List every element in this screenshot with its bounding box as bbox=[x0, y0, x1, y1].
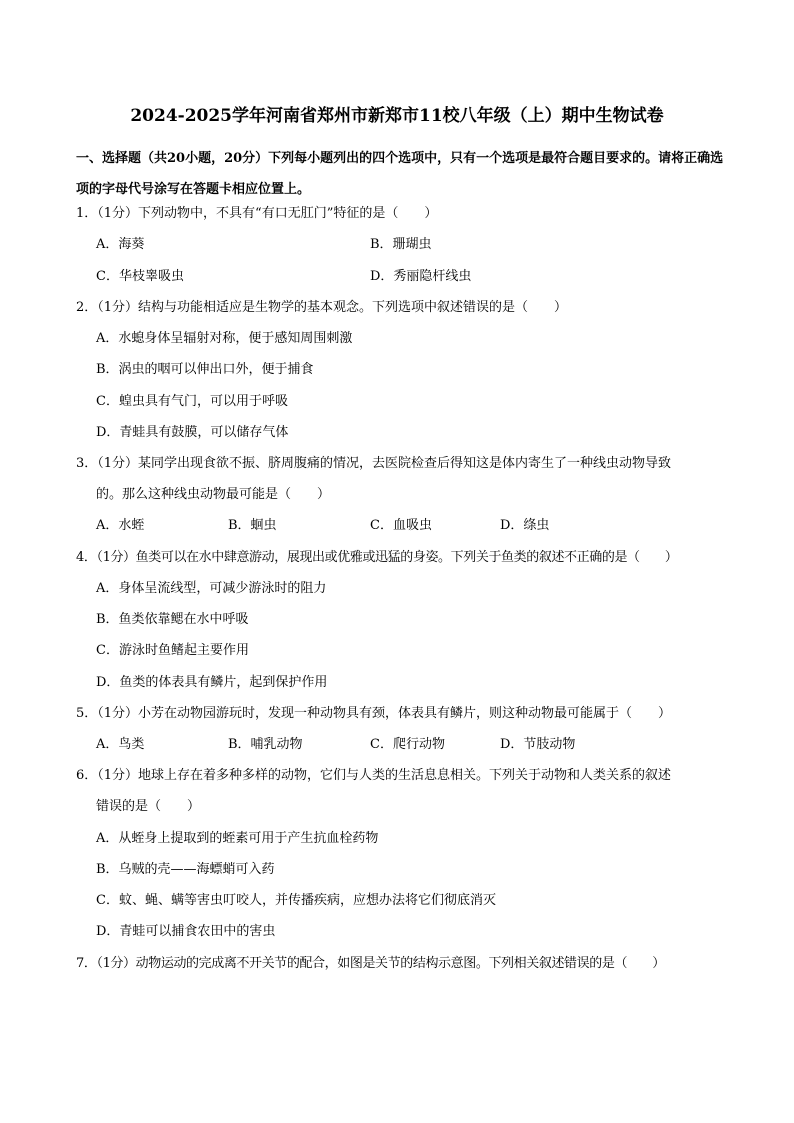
question-1-option-d[interactable]: D．秀丽隐杆线虫 bbox=[370, 269, 472, 284]
question-5-option-b[interactable]: B．哺乳动物 bbox=[228, 737, 303, 752]
question-4-option-d[interactable]: D．鱼类的体表具有鳞片，起到保护作用 bbox=[96, 675, 328, 690]
question-4-option-c[interactable]: C．游泳时鱼鳍起主要作用 bbox=[96, 643, 249, 658]
question-2-option-b[interactable]: B．涡虫的咽可以伸出口外，便于捕食 bbox=[96, 362, 314, 377]
question-1-option-c[interactable]: C．华枝睾吸虫 bbox=[96, 269, 184, 284]
question-2-option-d[interactable]: D．青蛙具有鼓膜，可以储存气体 bbox=[96, 425, 289, 440]
question-1-option-b[interactable]: B．珊瑚虫 bbox=[370, 237, 432, 252]
question-3-stem: 3．（1分）某同学出现食欲不振、脐周腹痛的情况，去医院检查后得知这是体内寄生了一种线虫动物导致 bbox=[76, 456, 672, 471]
question-5-option-d[interactable]: D．节肢动物 bbox=[500, 737, 576, 752]
exam-title: 2024-2025学年河南省郑州市新郑市11校八年级（上）期中生物试卷 bbox=[130, 106, 664, 126]
question-6-option-d[interactable]: D．青蛙可以捕食农田中的害虫 bbox=[96, 924, 276, 939]
question-3-option-c[interactable]: C．血吸虫 bbox=[370, 518, 432, 533]
question-7-stem: 7．（1分）动物运动的完成离不开关节的配合，如图是关节的结构示意图。下列相关叙述错误的是（ ） bbox=[76, 956, 665, 971]
question-4-option-a[interactable]: A．身体呈流线型，可减少游泳时的阻力 bbox=[96, 581, 327, 596]
question-5-option-a[interactable]: A．鸟类 bbox=[96, 737, 145, 752]
question-4-stem: 4．（1分）鱼类可以在水中肆意游动，展现出或优雅或迅猛的身姿。下列关于鱼类的叙述不正确的是（ ） bbox=[76, 550, 678, 565]
question-2-option-c[interactable]: C．蝗虫具有气门，可以用于呼吸 bbox=[96, 394, 288, 409]
question-3-option-d[interactable]: D．绦虫 bbox=[500, 518, 550, 533]
question-3-stem-continued: 的。那么这种线虫动物最可能是（ ） bbox=[96, 487, 331, 502]
question-6-option-c[interactable]: C．蚊、蝇、螨等害虫叮咬人，并传播疾病，应想办法将它们彻底消灭 bbox=[96, 893, 496, 908]
question-6-option-b[interactable]: B．乌贼的壳——海螵蛸可入药 bbox=[96, 862, 275, 877]
question-3-option-b[interactable]: B．蛔虫 bbox=[228, 518, 277, 533]
question-1-option-a[interactable]: A．海葵 bbox=[96, 237, 145, 252]
question-5-option-c[interactable]: C．爬行动物 bbox=[370, 737, 445, 752]
question-6-option-a[interactable]: A．从蛭身上提取到的蛭素可用于产生抗血栓药物 bbox=[96, 831, 379, 846]
question-1-stem: 1．（1分）下列动物中，不具有“有口无肛门”特征的是（ ） bbox=[76, 206, 438, 221]
question-3-option-a[interactable]: A．水蛭 bbox=[96, 518, 145, 533]
question-6-stem: 6．（1分）地球上存在着多种多样的动物，它们与人类的生活息息相关。下列关于动物和人类关系的叙述 bbox=[76, 768, 672, 783]
question-6-stem-continued: 错误的是（ ） bbox=[96, 799, 201, 814]
question-5-stem: 5．（1分）小芳在动物园游玩时，发现一种动物具有颈，体表具有鳞片，则这种动物最可能属于（ ） bbox=[76, 706, 672, 721]
question-2-option-a[interactable]: A．水螅身体呈辐射对称，便于感知周围刺激 bbox=[96, 331, 353, 346]
question-2-stem: 2．（1分）结构与功能相适应是生物学的基本观念。下列选项中叙述错误的是（ ） bbox=[76, 300, 568, 315]
question-4-option-b[interactable]: B．鱼类依靠鳃在水中呼吸 bbox=[96, 612, 249, 627]
section-heading: 一、选择题（共20小题，20分）下列每小题列出的四个选项中，只有一个选项是最符合题目要求的。请将正确选项的字母代号涂写在答题卡相应位置上。 bbox=[76, 151, 724, 197]
